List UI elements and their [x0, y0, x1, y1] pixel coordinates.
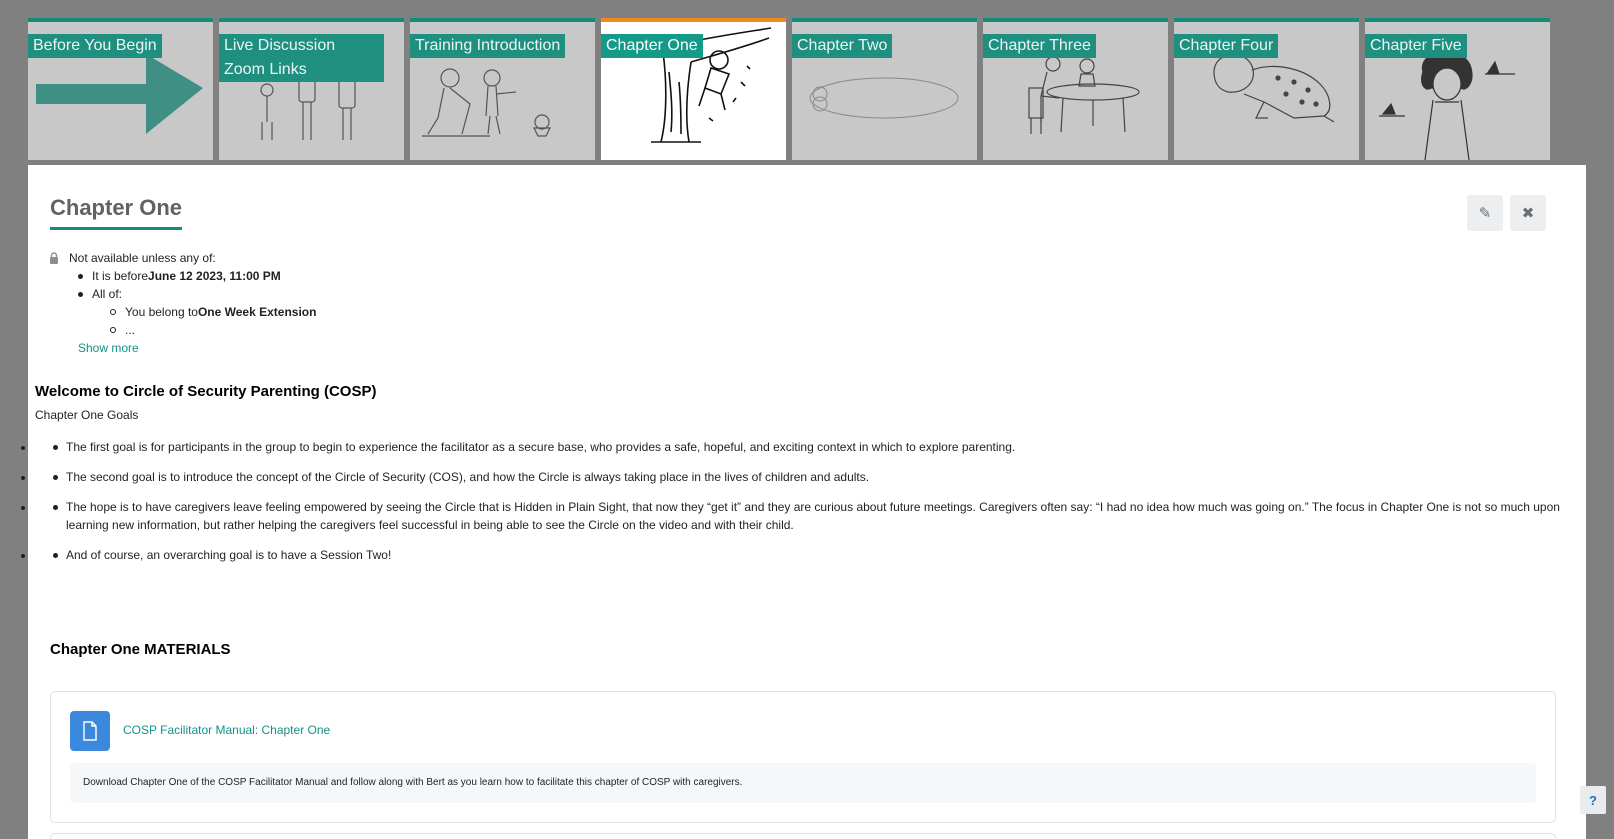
- tile-label: Live Discussion Zoom Links: [219, 34, 384, 82]
- tile-chapter-four[interactable]: [1174, 18, 1359, 160]
- tile-label: Training Introduction: [410, 34, 565, 58]
- tile-training-introduction[interactable]: [410, 18, 595, 160]
- tile-chapter-three[interactable]: [983, 18, 1168, 160]
- bullet-icon: [78, 274, 83, 279]
- question-icon: ?: [1589, 792, 1597, 808]
- activity-link[interactable]: COSP Facilitator Manual: Chapter One: [123, 723, 331, 737]
- circle-bullet-icon: [110, 309, 116, 315]
- restriction-group: One Week Extension: [197, 305, 317, 319]
- activity-card: [50, 691, 1556, 823]
- materials-heading: Chapter One MATERIALS: [50, 641, 231, 658]
- restriction-date: June 12 2023, 11:00 PM: [148, 269, 281, 283]
- tile-label: Chapter Three: [983, 34, 1096, 58]
- section-tiles-strip: [28, 18, 1586, 161]
- tile-label: Chapter Four: [1174, 34, 1278, 58]
- tile-chapter-five[interactable]: [1365, 18, 1550, 160]
- document-icon: [82, 721, 98, 741]
- restriction-subitem: [110, 322, 316, 338]
- goals-list: [35, 438, 1575, 576]
- availability-restrictions: [49, 250, 316, 356]
- tile-before-you-begin[interactable]: [28, 18, 213, 160]
- close-button[interactable]: [1510, 195, 1546, 231]
- bullet-icon: [78, 292, 83, 297]
- tile-label: Before You Begin: [28, 34, 162, 58]
- list-item: • The second goal is to introduce the concept of the Circle of Security (COS), and how the Circle is always taking place in the lives of children and adults.: [35, 468, 1575, 486]
- restriction-text: You belong to: [125, 305, 198, 319]
- circle-bullet-icon: [110, 327, 116, 333]
- restriction-intro: Not available unless any of:: [69, 251, 216, 265]
- edit-button[interactable]: [1467, 195, 1503, 231]
- tile-live-discussion-zoom-links[interactable]: [219, 18, 404, 160]
- page-title: Chapter One: [50, 195, 182, 230]
- tile-label: Chapter Five: [1365, 34, 1467, 58]
- restriction-text: It is before: [92, 269, 149, 283]
- welcome-heading: Welcome to Circle of Security Parenting (COSP): [35, 383, 377, 400]
- help-button[interactable]: [1580, 786, 1606, 814]
- restriction-subitem: [110, 304, 316, 320]
- goals-title: Chapter One Goals: [35, 408, 139, 422]
- section-content-panel: [28, 165, 1586, 839]
- file-icon[interactable]: [70, 711, 110, 751]
- activity-description: Download Chapter One of the COSP Facilitator Manual and follow along with Bert as you learn how to facilitate this chapter of COSP with caregivers.: [70, 763, 1536, 803]
- close-icon: ✖: [1521, 205, 1535, 222]
- lock-icon: [49, 252, 59, 264]
- tile-label: Chapter Two: [792, 34, 892, 58]
- tile-chapter-one[interactable]: [601, 18, 786, 160]
- restriction-item: [78, 268, 316, 284]
- list-item: • The hope is to have caregivers leave feeling empowered by seeing the Circle that is Hidden in Plain Sight, that now they “get it” and they are curious about future meetings. Caregivers often say: “I had no idea how much was going on.” The focus in Chapter One is not so much upon learning new information, but rather helping the caregivers feel successful in being able to see the Circle on the video and with their child.: [35, 498, 1575, 534]
- activity-card: [50, 833, 1556, 839]
- list-item: • The first goal is for participants in the group to begin to experience the facilitator as a secure base, who provides a safe, hopeful, and exciting context in which to explore parenting.: [35, 438, 1575, 456]
- restriction-item: [78, 286, 316, 302]
- tile-chapter-two[interactable]: [792, 18, 977, 160]
- restriction-text: All of:: [92, 287, 123, 301]
- restriction-text: ...: [125, 323, 136, 337]
- tile-label: Chapter One: [601, 34, 703, 58]
- show-more-link[interactable]: Show more: [78, 341, 139, 355]
- pencil-icon: ✎: [1478, 205, 1492, 222]
- list-item: • And of course, an overarching goal is to have a Session Two!: [35, 546, 1575, 564]
